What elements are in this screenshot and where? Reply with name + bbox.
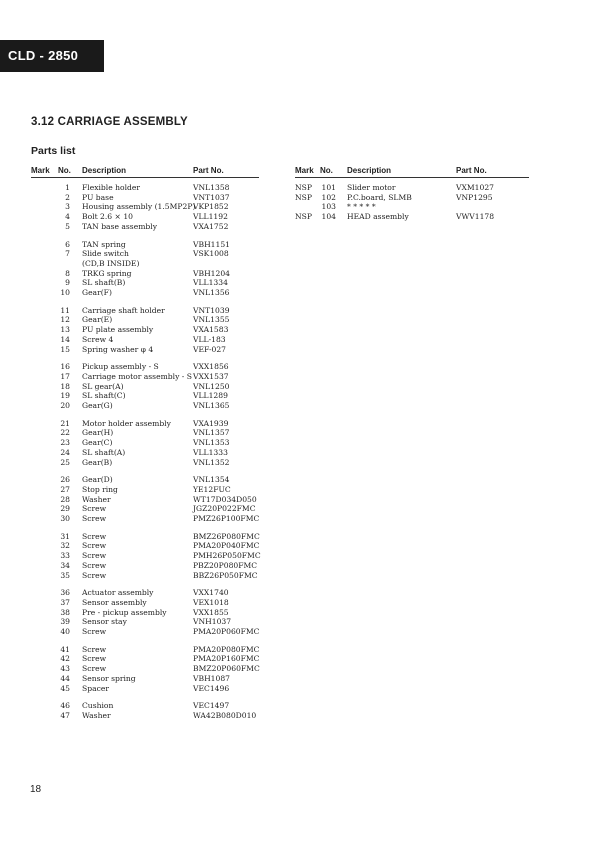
part-no: 16 [60,362,70,372]
part-number: VNP1295 [456,192,493,202]
part-no: 27 [60,484,70,494]
part-number: VXX1537 [193,371,229,381]
part-no: 38 [60,607,70,617]
part-description: TAN base assembly [82,221,157,231]
part-description: Cushion [82,701,114,711]
left-header-mark: Mark [31,166,50,175]
part-description: Spacer [82,683,109,693]
part-number: PMZ26P100FMC [193,514,260,523]
part-description: SL shaft(A) [82,447,126,457]
part-no: 104 [321,212,336,222]
part-number: VXX1856 [193,362,229,372]
part-description: P.C.board, SLMB [347,192,412,202]
section-title: 3.12 CARRIAGE ASSEMBLY [31,116,188,128]
left-header-part-no: Part No. [193,166,224,175]
part-number: PMA20P060FMC [193,627,260,636]
part-description: Screw [82,531,107,541]
part-number: VKP1852 [193,202,229,212]
left-header-no: No. [58,166,71,175]
part-number: VNT1037 [193,192,230,202]
left-header-rule [31,177,259,178]
part-no: 39 [60,617,70,627]
part-description: HEAD assembly [347,212,409,222]
part-number: VEX1018 [193,597,229,607]
part-no: 29 [60,504,70,514]
part-description: * * * * * [347,202,376,212]
part-no: 32 [60,541,70,551]
part-number: VNL1356 [193,288,230,297]
page-number: 18 [30,784,42,795]
part-no: 5 [65,221,70,231]
part-description: Gear(E) [82,315,113,325]
part-description: Washer [82,494,111,504]
part-description: TAN spring [82,239,126,249]
part-number: VXA1583 [193,325,229,335]
part-no: 17 [60,371,70,381]
part-number: VLL1289 [193,391,228,401]
part-number: VNL1355 [193,315,230,325]
part-number: VEF-027 [193,344,227,354]
part-description: Screw [82,560,107,570]
part-no: 42 [60,654,70,664]
part-no: 14 [60,334,70,344]
part-no: 102 [321,192,336,202]
part-description: Screw [82,514,107,523]
part-no: 2 [65,192,70,202]
part-description: Gear(F) [82,288,112,297]
part-description: Screw [82,570,107,580]
part-number: WT17D034D050 [193,494,257,504]
part-mark: NSP [295,192,312,202]
part-no: 13 [60,325,70,335]
part-description: TRKG spring [82,268,132,278]
part-description: Screw [82,627,107,636]
right-header-description: Description [347,166,392,175]
part-no: 24 [60,447,70,457]
part-number: VNL1365 [193,401,230,410]
part-number: VNL1250 [193,381,230,391]
part-description: Screw [82,644,107,654]
part-number: VXA1939 [193,418,229,428]
part-no: 44 [60,673,70,683]
part-number: VLL1334 [193,278,228,288]
part-description: Carriage shaft holder [82,305,165,315]
part-no: 36 [60,588,70,598]
part-number: PMA20P040FMC [193,541,260,551]
part-description: Motor holder assembly [82,418,171,428]
left-header-description: Description [82,166,127,175]
part-description: SL shaft(C) [82,391,126,401]
part-description: PU plate assembly [82,325,154,335]
part-number: VWV1178 [456,212,495,222]
part-no: 23 [60,438,70,448]
part-no: 41 [60,644,70,654]
part-number: VLL1192 [193,212,228,222]
part-no: 31 [60,531,70,541]
part-no: 11 [60,305,70,315]
part-no: 101 [321,183,336,192]
part-description: (CD,B INSIDE) [82,258,140,268]
part-number: VEC1496 [193,683,230,693]
part-description: SL shaft(B) [82,278,126,288]
part-description: Carriage motor assembly - S [82,371,192,381]
part-no: 20 [60,401,70,410]
part-description: Slide switch [82,249,129,259]
part-description: Pickup assembly - S [82,362,159,372]
part-description: Screw [82,551,107,561]
part-number: VNL1357 [193,428,230,438]
right-header-no: No. [320,166,333,175]
part-description: Sensor spring [82,673,136,683]
part-description: Screw [82,664,107,674]
part-number: VSK1008 [193,249,229,259]
part-number: YE12FUC [193,484,231,494]
part-no: 37 [60,597,70,607]
part-number: BMZ20P060FMC [193,664,260,674]
part-mark: NSP [295,212,312,222]
part-number: PBZ20P080FMC [193,560,258,570]
part-no: 103 [321,202,336,212]
part-no: 12 [60,315,70,325]
part-no: 33 [60,551,70,561]
part-no: 8 [65,268,70,278]
part-number: JGZ20P022FMC [193,504,256,514]
part-no: 35 [60,570,70,580]
part-no: 34 [60,560,70,570]
part-number: VLL1333 [193,447,228,457]
part-number: BMZ26P080FMC [193,531,260,541]
part-number: WA42B080D010 [193,710,257,720]
part-description: Gear(D) [82,475,113,485]
part-number: VNT1039 [193,305,230,315]
part-description: Pre - pickup assembly [82,607,167,617]
part-no: 15 [60,344,70,354]
part-no: 7 [65,249,70,259]
part-number: VXM1027 [456,183,494,192]
part-description: Screw 4 [82,334,114,344]
part-no: 26 [60,475,70,485]
part-no: 46 [60,701,70,711]
part-no: 40 [60,627,70,636]
part-description: Spring washer φ 4 [82,344,154,354]
part-number: BBZ26P050FMC [193,570,258,580]
part-description: Sensor stay [82,617,127,627]
part-description: Actuator assembly [82,588,154,598]
right-header-part-no: Part No. [456,166,487,175]
part-number: VNL1353 [193,438,230,448]
part-no: 21 [60,418,70,428]
part-no: 47 [60,710,70,720]
part-number: VEC1497 [193,701,230,711]
part-no: 10 [60,288,70,297]
part-description: Gear(B) [82,457,113,467]
part-number: PMH26P050FMC [193,551,261,561]
part-no: 43 [60,664,70,674]
part-no: 22 [60,428,70,438]
part-description: Bolt 2.6 × 10 [82,212,133,222]
right-header-rule [295,177,529,178]
part-no: 45 [60,683,70,693]
part-number: VNH1037 [193,617,232,627]
part-number: VBH1204 [193,268,231,278]
part-no: 18 [60,381,70,391]
parts-list-title: Parts list [31,145,76,157]
part-number: VNL1358 [193,183,230,192]
part-description: Slider motor [347,183,396,192]
part-description: Gear(H) [82,428,114,438]
part-number: VBH1151 [193,239,231,249]
model-banner: CLD - 2850 [0,40,104,72]
part-description: SL gear(A) [82,381,124,391]
right-header-mark: Mark [295,166,314,175]
part-number: VXX1855 [193,607,229,617]
part-number: VNL1352 [193,457,230,467]
part-no: 19 [60,391,70,401]
part-no: 6 [65,239,70,249]
part-number: VXX1740 [193,588,229,598]
part-description: Washer [82,710,111,720]
part-no: 3 [65,202,70,212]
part-description: Screw [82,654,107,664]
part-description: Housing assembly (1.5MP2P) [82,202,196,212]
part-no: 1 [65,183,70,192]
part-description: PU base [82,192,114,202]
part-description: Gear(C) [82,438,113,448]
part-number: VBH1087 [193,673,231,683]
part-number: PMA20P080FMC [193,644,260,654]
part-description: Stop ring [82,484,118,494]
part-number: VXA1752 [193,221,229,231]
part-no: 9 [65,278,70,288]
part-no: 4 [65,212,70,222]
part-description: Screw [82,504,107,514]
part-mark: NSP [295,183,312,192]
part-description: Sensor assembly [82,597,147,607]
part-no: 28 [60,494,70,504]
part-number: VNL1354 [193,475,230,485]
part-number: VLL-183 [193,334,226,344]
part-no: 30 [60,514,70,523]
part-number: PMA20P160FMC [193,654,260,664]
part-description: Screw [82,541,107,551]
part-description: Gear(G) [82,401,113,410]
part-no: 25 [60,457,70,467]
part-description: Flexible holder [82,183,140,192]
